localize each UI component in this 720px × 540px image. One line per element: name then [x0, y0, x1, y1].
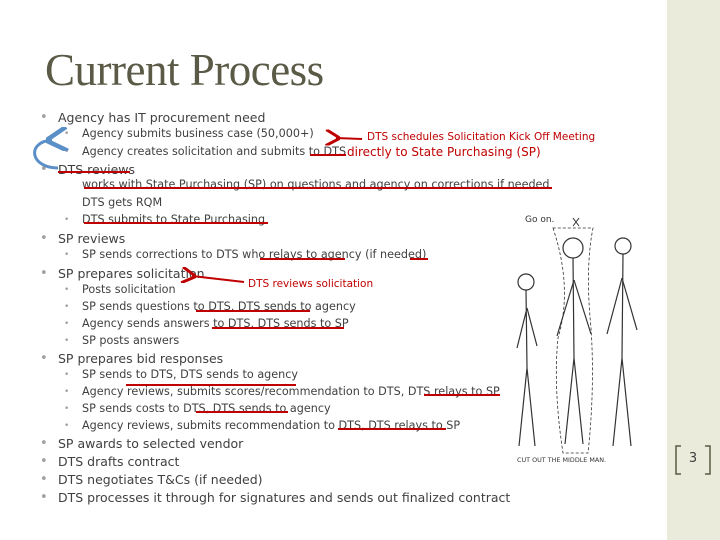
- list-item: SP sends costs to DTS, DTS sends to agency: [82, 402, 331, 415]
- list-item: Agency reviews, submits recommendation to DTS, DTS relays to SP: [82, 419, 461, 432]
- list-item: DTS reviews: [58, 162, 136, 177]
- list-item: Agency sends answers to DTS, DTS sends to SP: [82, 317, 349, 330]
- bullet: •: [40, 231, 48, 246]
- list-item: works with State Purchasing (SP) on questions and agency on corrections if needed: [82, 178, 550, 191]
- list-item: DTS submits to State Purchasing: [82, 213, 266, 226]
- bullet: •: [64, 370, 70, 380]
- bullet: •: [40, 266, 48, 281]
- cartoon-speech: Go on.: [525, 215, 555, 225]
- list-item: SP sends questions to DTS, DTS sends to agency: [82, 300, 356, 313]
- bullet: •: [64, 147, 70, 157]
- direct-annotation: directly to State Purchasing (SP): [347, 145, 541, 159]
- cartoon-caption: CUT OUT THE MIDDLE MAN.: [517, 456, 607, 464]
- reviews-solicitation-annotation: DTS reviews solicitation: [248, 278, 374, 290]
- slide-title: Current Process: [45, 45, 324, 95]
- list-item: Agency has IT procurement need: [58, 110, 266, 125]
- page-number: 3: [688, 451, 698, 466]
- list-item: SP awards to selected vendor: [58, 436, 244, 451]
- list-item: Agency creates solicitation and submits to DTS: [82, 145, 347, 158]
- bullet: •: [64, 129, 70, 139]
- bullet: •: [64, 336, 70, 346]
- bullet: •: [40, 162, 48, 177]
- bullet: •: [64, 302, 70, 312]
- bullet: •: [64, 404, 70, 414]
- kickoff-annotation: DTS schedules Solicitation Kick Off Meeting: [367, 131, 596, 143]
- list-item: SP sends to DTS, DTS sends to agency: [82, 368, 299, 381]
- bullet: •: [64, 319, 70, 329]
- list-item: Agency reviews, submits scores/recommendation to DTS, DTS relays to SP: [82, 385, 500, 398]
- bullet: •: [40, 472, 48, 487]
- bullet: •: [64, 215, 70, 225]
- bullet: •: [40, 454, 48, 469]
- list-item: DTS gets RQM: [82, 196, 163, 209]
- list-item: DTS negotiates T&Cs (if needed): [58, 472, 263, 487]
- bullet: •: [40, 351, 48, 366]
- list-item: Posts solicitation: [82, 283, 176, 296]
- bullet: •: [64, 387, 70, 397]
- list-item: SP posts answers: [82, 334, 180, 347]
- list-item: Agency submits business case (50,000+): [82, 127, 314, 140]
- list-item: DTS drafts contract: [58, 454, 180, 469]
- cut-out-middle-man-cartoon: [513, 208, 653, 470]
- list-item: SP prepares bid responses: [58, 351, 224, 366]
- bullet: •: [40, 110, 48, 125]
- list-item: SP prepares solicitation: [58, 266, 205, 281]
- bullet: •: [40, 490, 48, 505]
- bullet: •: [64, 250, 70, 260]
- list-item: DTS processes it through for signatures and sends out finalized contract: [58, 490, 511, 505]
- kickoff-arrow: [336, 138, 362, 139]
- bullet: •: [64, 421, 70, 431]
- list-item: SP reviews: [58, 231, 126, 246]
- list-item: SP sends corrections to DTS who relays to agency (if needed): [82, 248, 427, 261]
- bullet: •: [40, 436, 48, 451]
- bullet: •: [64, 285, 70, 295]
